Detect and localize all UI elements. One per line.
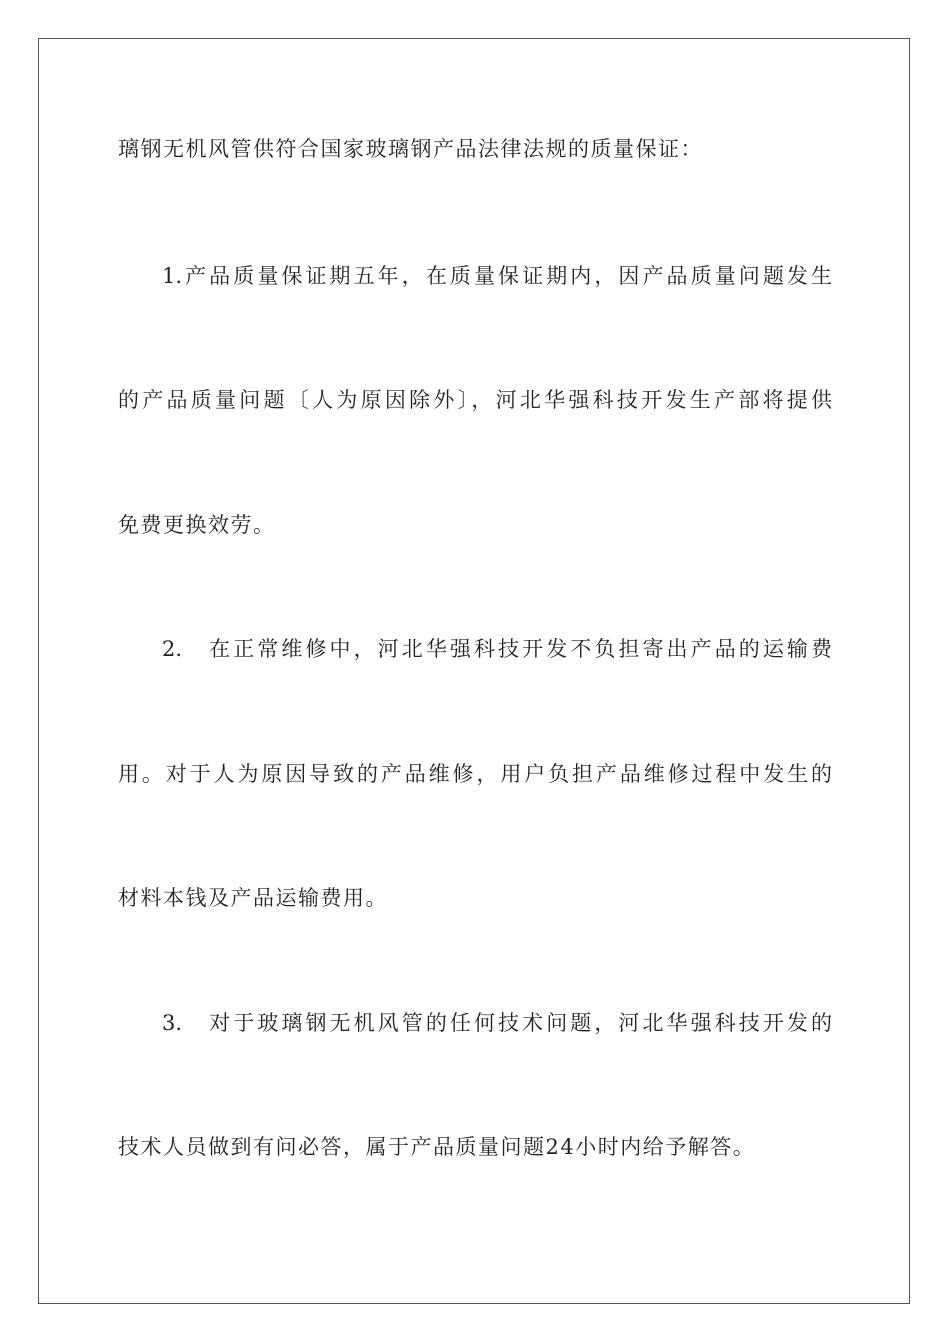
item-1-line-2: 的产品质量问题〔人为原因除外〕，河北华强科技开发生产部将提供 [118,388,832,412]
item-1-line-1: 1.产品质量保证期五年，在质量保证期内，因产品质量问题发生 [162,264,832,288]
page-border [38,38,910,1304]
item-3-line-1: 3. 对于玻璃钢无机风管的任何技术问题，河北华强科技开发的 [162,1011,832,1035]
item-3-line-2: 技术人员做到有问必答，属于产品质量问题24小时内给予解答。 [118,1135,756,1159]
paragraph-intro-line: 璃钢无机风管供符合国家玻璃钢产品法律法规的质量保证： [118,137,703,161]
item-2-line-3: 材料本钱及产品运输费用。 [118,886,388,910]
item-1-line-3: 免费更换效劳。 [118,513,276,537]
item-2-line-1: 2. 在正常维修中，河北华强科技开发不负担寄出产品的运输费 [162,637,832,661]
item-2-line-2: 用。对于人为原因导致的产品维修，用户负担产品维修过程中发生的 [118,762,832,786]
